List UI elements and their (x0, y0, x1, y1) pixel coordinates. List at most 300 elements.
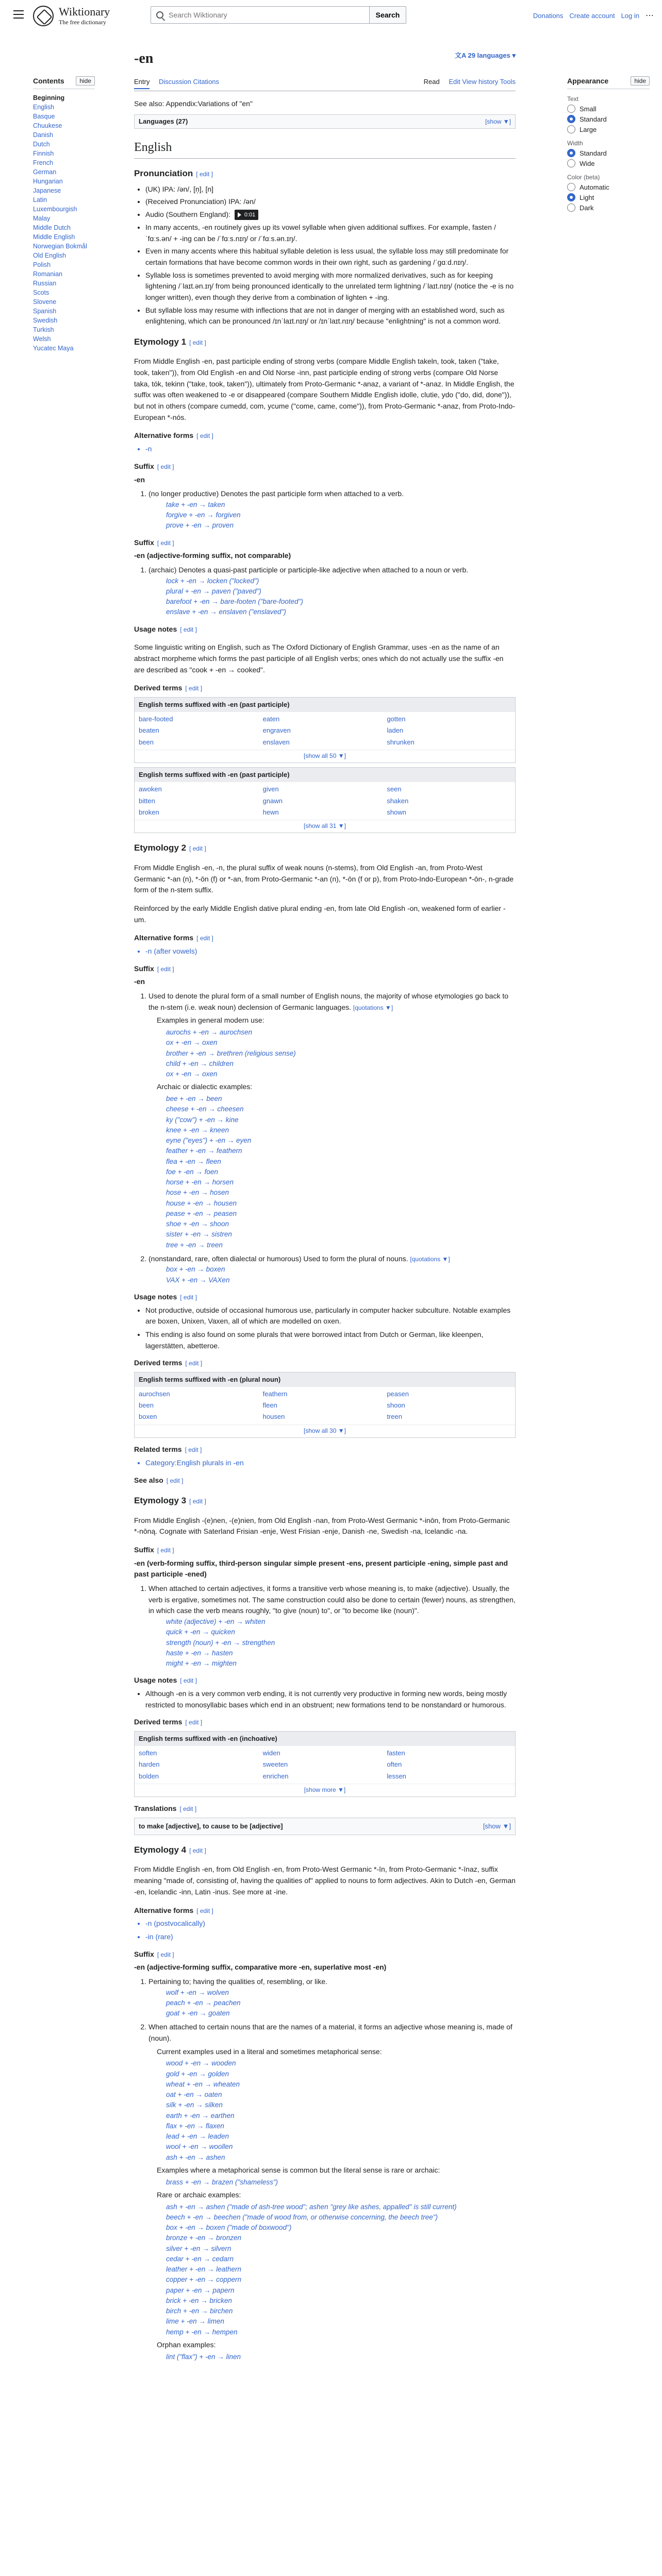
derived-term[interactable]: peasen (387, 1390, 409, 1398)
translations-show[interactable]: [show ▼] (483, 1822, 511, 1830)
header (0, 0, 662, 31)
toc-item[interactable]: Yucatec Maya (33, 345, 74, 352)
example-item: flax + -en → flaxen (166, 2122, 224, 2130)
text-size-option-label: Standard (580, 115, 607, 123)
color-option[interactable] (567, 193, 650, 201)
text-size-option-label: Large (580, 125, 597, 133)
edit-link[interactable]: [ edit ] (185, 1446, 202, 1454)
example-list (166, 1617, 516, 1669)
example-item: bronze + -en → bronzen (166, 2234, 241, 2242)
derived-term[interactable]: shaken (387, 796, 409, 805)
edit-link[interactable]: [ edit ] (157, 463, 174, 470)
example-item: tree + -en → treen (166, 1241, 223, 1249)
radio-icon[interactable] (567, 125, 575, 133)
color-option-label: Automatic (580, 183, 609, 191)
toc-item[interactable]: Latin (33, 196, 47, 204)
alt-form[interactable]: • -n (postvocalically) (145, 1918, 516, 1929)
edit-link[interactable]: [ edit ] (185, 1360, 203, 1367)
derived-term[interactable]: boxen (139, 1413, 157, 1421)
example-item: earth + -en → earthen (166, 2111, 235, 2120)
example-item: pease + -en → peasen (166, 1209, 237, 1217)
tab-edit[interactable]: Edit (449, 78, 460, 86)
edit-link[interactable]: [ edit ] (185, 1719, 203, 1726)
example-item: eyne ("eyes") + -en → eyen (166, 1137, 252, 1144)
edit-link[interactable]: [ edit ] (166, 1477, 184, 1484)
color-option-label: Light (580, 193, 594, 201)
site-name: Wiktionary (59, 5, 110, 18)
toc-item[interactable]: Swedish (33, 317, 58, 324)
show-all-button[interactable]: [show all 31 ▼] (135, 820, 515, 833)
etymology-3-text: From Middle English -(e)nen, -(e)nien, from Old English -nan, from Proto-West Germanic *-inōn, from Proto-Germanic *-nōną. Cognate with Saterland Frisian -enje, West Frisian -enje, Danish -ne, Swedish -na, Icelandic -na. (134, 1516, 510, 1536)
example-list (166, 2177, 516, 2188)
site-tagline: The free dictionary (59, 19, 106, 26)
search-input[interactable] (168, 10, 402, 20)
derived-term[interactable]: shown (387, 808, 406, 816)
derived-term[interactable]: lessen (387, 1772, 406, 1780)
edit-link[interactable]: [ edit ] (157, 965, 174, 973)
suffix-headword: -en (134, 475, 145, 484)
example-item: wheat + -en → wheaten (166, 2080, 240, 2088)
show-all-button[interactable]: [show all 30 ▼] (135, 1425, 515, 1438)
see-also-heading: See also [ edit ] (134, 1476, 184, 1484)
tab-tools[interactable]: Tools (500, 78, 516, 86)
toc-item[interactable]: Basque (33, 113, 55, 120)
derived-term[interactable]: enslaven (262, 738, 290, 746)
toc-item[interactable]: Danish (33, 131, 53, 139)
audio-item: • Audio (Southern England): 0:01 (145, 209, 516, 221)
search-icon (156, 11, 163, 19)
table-of-contents (33, 76, 95, 353)
example-item: brother + -en → brethren (religious sense) (166, 1049, 296, 1057)
example-item: lead + -en → leaden (166, 2132, 229, 2141)
sense: 1. (archaic) Denotes a quasi-past participle or participle-like adjective when attached to a noun or verb. lock + -en → locken ("locked") plural + -en → paven ("paved") barefoot + -en → bare-footen ("bare-footed") enslave + -en → enslaven ("enslaved") (148, 565, 516, 618)
derived-heading: Derived terms [ edit ] (134, 1718, 203, 1726)
example-item: ky ("cow") + -en → kine (166, 1115, 239, 1124)
derived-heading: Derived terms [ edit ] (134, 1359, 203, 1367)
example-item: lint ("flax") + -en → linen (166, 2352, 241, 2361)
tab-entry[interactable]: Entry (134, 78, 150, 89)
example-item: leather + -en → leathern (166, 2265, 241, 2274)
main-menu-icon[interactable] (13, 10, 24, 19)
appearance-panel (567, 76, 650, 214)
example-item: knee + -en → kneen (166, 1126, 229, 1134)
toc-item[interactable]: Middle Dutch (33, 224, 71, 231)
toc-item[interactable]: Romanian (33, 270, 62, 278)
example-item: forgive + -en → forgiven (166, 511, 241, 519)
usage-item: • Although -en is a very common verb ending, it is not currently very productive in forming new words, being mostly restricted to monosyllabic bases which end in an obstruent; new formations tend to be nonstandard or humorous. (145, 1688, 516, 1710)
etymology-1-text: From Middle English -en, past participle ending of strong verbs (compare Middle English takeln, took, taken ("take, took, taken")), from Old English -en and Old Norse -inn, past participle ending of strong verbs (compare Old Norse taka, tók, tekinn ("take, took, taken")), ultimately from Proto-Germanic *-anaz, a variant of *-anaz. In Middle English, the suffix was often weakened to -e or disappeared (compare Southern Middle English idolle, clutie, ydo ("do, did, done")), but not in others (compare cumedd, com, ycume ("come, came, come")), from Proto-Germanic *-anaz, from Proto-Indo-European *-nós. (134, 357, 515, 421)
example-list (166, 2352, 516, 2362)
toc-item[interactable]: Welsh (33, 335, 51, 343)
appearance-hide-button[interactable]: hide (631, 76, 650, 86)
etymology-2-heading: Etymology 2 [ edit ] (134, 843, 206, 853)
english-heading: English (134, 138, 516, 159)
example-item: foe + -en → foen (166, 1167, 218, 1176)
color-option-label: Dark (580, 204, 594, 212)
related-item[interactable]: • Category:English plurals in -en (145, 1458, 516, 1469)
derived-term[interactable]: harden (139, 1760, 160, 1769)
toc-item[interactable]: Turkish (33, 326, 54, 333)
derived-term[interactable]: eaten (262, 715, 280, 723)
example-item: strength (noun) + -en → strengthen (166, 1638, 275, 1647)
example-item: cedar + -en → cedarn (166, 2255, 234, 2263)
derived-heading: Derived terms [ edit ] (134, 684, 203, 692)
example-list (166, 2202, 516, 2337)
example-item: ash + -en → ashen ("made of ash-tree wood"; ashen "grey like ashes, appalled" is still current) (166, 2202, 457, 2211)
width-option-label: Standard (580, 149, 607, 157)
toc-item[interactable]: Slovene (33, 298, 57, 306)
example-list (166, 2058, 516, 2163)
languages-button[interactable]: 文A 29 languages ▾ (454, 52, 516, 59)
derived-terms-box: English terms suffixed with -en (past participle) awoken given seen bitten gnawn shaken broken hewn shown [show all 31 ▼] (134, 767, 516, 833)
example-item: birch + -en → birchen (166, 2307, 233, 2315)
pron-item: • (UK) IPA: /ən/, [n̩], [n] (145, 184, 516, 195)
suffix-heading: Suffix [ edit ] (134, 538, 174, 547)
sense: 2. (nonstandard, rare, often dialectal or humorous) Used to form the plural of nouns. [quotations ▼] box + -en → boxen VAX + -en → VAXen (148, 1253, 516, 1285)
etymology-2-text: From Middle English -en, -n, the plural suffix of weak nouns (n-stems), from Old English -an, from Proto-West Germanic *-an (n), *-ōn (f) or *-an, from Proto-Germanic *-an (n), *-ōn (f or p), from Proto-Indo-European *-ōn-, n-grade form of the n-stem suffix. (134, 863, 514, 894)
example-item: brass + -en → brazen ("shameless") (166, 2178, 278, 2186)
audio-player[interactable]: 0:01 (235, 210, 258, 220)
related-heading: Related terms [ edit ] (134, 1445, 202, 1454)
width-option[interactable] (567, 149, 650, 157)
edit-link[interactable]: [ edit ] (157, 1547, 174, 1554)
example-item: lime + -en → limen (166, 2317, 224, 2326)
example-item: bee + -en → been (166, 1095, 222, 1103)
example-intro: Rare or archaic examples: (157, 2190, 241, 2199)
suffix-headword: -en (adjective-forming suffix, not comparable) (134, 551, 291, 560)
edit-link[interactable]: [ edit ] (189, 1847, 206, 1855)
color-option[interactable] (567, 183, 650, 191)
senses (134, 1976, 516, 2362)
example-item: gold + -en → golden (166, 2070, 229, 2078)
sense: 1. Used to denote the plural form of a small number of English nouns, the majority of whose etymologies go back to the n-stem (i.e. weak noun) declension of Germanic languages. [quotations ▼] Examples in general modern use: aurochs + -en → aurochsen ox + -en → oxen brother + -en → brethren (religious sense) child + -en → children ox + -en → oxen Archaic or dialectic examples: bee + -en → been cheese + -en → cheesen ky ("cow") + -en → kine knee + -en → kneen eyne ("eyes") + -en → eyen feather + -en → feathern flea + -en → fleen foe + -en → foen horse + -en → horsen hose + -en → hosen house + -en → housen pease + -en → peasen shoe + -en → shoon sister + -en → sistren tree + -en → treen (148, 991, 516, 1250)
edit-link[interactable]: [ edit ] (196, 171, 213, 178)
derived-term[interactable]: treen (387, 1413, 402, 1421)
derived-term[interactable]: enrichen (262, 1772, 289, 1780)
example-list (166, 1264, 516, 1285)
quotations-toggle[interactable]: [quotations ▼] (410, 1255, 450, 1263)
alt-form[interactable]: • -n (145, 444, 516, 455)
example-item: peach + -en → peachen (166, 1998, 241, 2007)
example-item: house + -en → housen (166, 1199, 237, 1207)
donations-link[interactable]: Donations (533, 11, 564, 20)
example-item: might + -en → mighten (166, 1659, 237, 1668)
sense: 1. (no longer productive) Denotes the past participle form when attached to a verb. take + -en → taken forgive + -en → forgiven prove + -en → proven (148, 488, 516, 531)
color-label: Color (beta) (567, 174, 600, 181)
search-button[interactable]: Search (369, 6, 406, 24)
search-box (151, 6, 402, 24)
suffix-headword: -en (134, 977, 145, 986)
toc-item[interactable]: Japanese (33, 187, 61, 194)
pronunciation-list (134, 184, 516, 327)
derived-term[interactable]: often (387, 1760, 402, 1769)
radio-icon[interactable] (567, 204, 575, 212)
toc-item[interactable]: English (33, 104, 54, 111)
toc-item[interactable]: Spanish (33, 308, 57, 315)
edit-link[interactable]: [ edit ] (180, 625, 197, 633)
play-icon[interactable] (238, 212, 241, 217)
example-item: brick + -en → bricken (166, 2296, 232, 2304)
edit-link[interactable]: [ edit ] (189, 1498, 206, 1505)
show-more-button[interactable]: [show more ▼] (135, 1784, 515, 1797)
page-title: -en (134, 50, 154, 66)
text-size-option-label: Small (580, 105, 597, 113)
radio-icon[interactable] (567, 105, 575, 113)
pron-item: • Syllable loss is sometimes prevented to avoid merging with more normalized derivatives, such as for keeping lightening /ˈlaɪt.ən.ɪŋ/ from being pronounced identically to the unrelated term lightning /ˈlaɪt.nɪŋ/ (notice the -e is no longer written), even though they derive from a combination of lighten + -ing. (145, 270, 516, 303)
suffix-heading: Suffix [ edit ] (134, 462, 174, 470)
user-links (533, 10, 654, 21)
derived-terms-box: English terms suffixed with -en (past participle) bare-footed eaten gotten beaten engraven laden been enslaven shrunken [show all 50 ▼] (134, 697, 516, 763)
suffix-headword: -en (adjective-forming suffix, comparative more -en, superlative most -en) (134, 1963, 387, 1972)
example-item: paper + -en → papern (166, 2286, 235, 2294)
color-option[interactable] (567, 204, 650, 212)
sense: 2. When attached to certain nouns that are the names of a material, it forms an adjective whose meaning is, made of (noun). Current examples used in a literal and sometimes metaphorical sense: wood + -en → wooden gold + -en → golden wheat + -en → wheaten oat + -en → oaten silk + -en → silken earth + -en → earthen flax + -en → flaxen lead + -en → leaden wool + -en → woollen ash + -en → ashen Examples where a metaphorical sense is common but the literal sense is rare or archaic: brass + -en → brazen ("shameless") Rare or archaic examples: ash + -en → ashen ("made of ash-tree wood"; ashen "grey like ashes, appalled" is still current) beech + -en → beechen ("made of wood from, or otherwise concerning, the beech tree") box + -en → boxen ("made of boxwood") bronze + -en → bronzen silver + -en → silvern cedar + -en → cedarn leather + -en → leathern copper + -en → coppern paper + -en → papern brick + -en → bricken birch + -en → birchen lime + -en → limen hemp + -en → hempen Orphan examples: lint ("flax") + -en → linen (148, 2022, 516, 2362)
usage-heading: Usage notes [ edit ] (134, 624, 197, 633)
edit-link[interactable]: [ edit ] (196, 432, 213, 440)
radio-icon[interactable] (567, 149, 575, 157)
appearance-title: Appearance (567, 77, 609, 85)
tab-read[interactable]: Read (423, 78, 440, 86)
suffix-heading: Suffix [ edit ] (134, 964, 174, 973)
derived-term[interactable]: been (139, 1401, 154, 1410)
derived-term[interactable]: widen (262, 1749, 280, 1757)
derived-term[interactable]: seen (387, 785, 402, 793)
languages-box-title: Languages (27) (139, 117, 188, 126)
show-all-button[interactable]: [show all 50 ▼] (135, 750, 515, 763)
example-item: copper + -en → coppern (166, 2276, 241, 2284)
example-item: hose + -en → hosen (166, 1189, 229, 1197)
example-item: white (adjective) + -en → whiten (166, 1618, 266, 1626)
alt-form[interactable]: • -in (rare) (145, 1931, 516, 1943)
edit-link[interactable]: [ edit ] (185, 685, 203, 692)
tab-citations[interactable]: Citations (193, 78, 220, 86)
example-item: feather + -en → feathern (166, 1147, 242, 1155)
width-option-label: Wide (580, 159, 595, 167)
derived-term[interactable]: given (262, 785, 279, 793)
derived-terms-box: English terms suffixed with -en (inchoative) soften widen fasten harden sweeten often bolden enrichen lessen [show more ▼] (134, 1731, 516, 1797)
radio-icon[interactable] (567, 183, 575, 191)
edit-link[interactable]: [ edit ] (189, 845, 206, 853)
derived-term[interactable]: fasten (387, 1749, 405, 1757)
suffix-headword: -en (verb-forming suffix, third-person singular simple present -ens, present participle -ening, simple past and past participle -ened) (134, 1558, 508, 1579)
example-item: wood + -en → wooden (166, 2059, 236, 2067)
toc-item[interactable]: Polish (33, 261, 51, 268)
text-size-label: Text (567, 95, 579, 103)
usage-text: Some linguistic writing on English, such as The Oxford Dictionary of English Grammar, uses -en as the name of an abstract morpheme which forms the past participle of all English verbs; ones which do not actually use the suffix -en are described as "cook + -en → cooked". (134, 643, 504, 674)
pron-item: • In many accents, -en routinely gives up its vowel syllable when given additional suffixes. For example, fasten /ˈfɑːs.ən/ + -ing can be /ˈfɑːs.nɪŋ/ or /ˈfɑːs.ən.ɪŋ/. (145, 222, 516, 244)
example-intro: Archaic or dialectic examples: (157, 1082, 253, 1091)
main-content (134, 47, 516, 2365)
tab-discussion[interactable]: Discussion (158, 78, 191, 86)
radio-icon[interactable] (567, 193, 575, 201)
example-item: horse + -en → horsen (166, 1178, 234, 1186)
derived-term[interactable]: fleen (262, 1401, 277, 1410)
example-item: aurochs + -en → aurochsen (166, 1028, 252, 1037)
wiktionary-logo-icon (33, 6, 54, 26)
derived-term[interactable]: feathern (262, 1390, 288, 1398)
edit-link[interactable]: [ edit ] (180, 1293, 197, 1301)
toc-item[interactable]: Norwegian Bokmål (33, 243, 87, 250)
etymology-1-heading: Etymology 1 [ edit ] (134, 337, 206, 347)
usage-heading: Usage notes [ edit ] (134, 1676, 197, 1685)
toc-list (33, 93, 95, 353)
example-item: enslave + -en → enslaven ("enslaved") (166, 608, 286, 616)
toc-item[interactable]: Middle English (33, 233, 75, 241)
example-item: wolf + -en → wolven (166, 1988, 229, 1996)
example-intro: Examples in general modern use: (157, 1016, 264, 1025)
toc-item[interactable]: Scots (33, 289, 49, 296)
derived-term[interactable]: shrunken (387, 738, 415, 746)
edit-link[interactable]: [ edit ] (189, 339, 206, 346)
text-size-option[interactable] (567, 115, 650, 123)
edit-link[interactable]: [ edit ] (196, 935, 213, 942)
toc-item[interactable]: Russian (33, 280, 57, 287)
derived-term[interactable]: housen (262, 1413, 285, 1421)
languages-box-show[interactable]: [show ▼] (485, 117, 511, 125)
derived-term[interactable]: shoon (387, 1401, 405, 1410)
example-item: beech + -en → beechen ("made of wood from, or otherwise concerning, the beech tree") (166, 2213, 438, 2221)
edit-link[interactable]: [ edit ] (157, 1951, 174, 1958)
toc-item[interactable]: Malay (33, 215, 51, 222)
text-size-option[interactable] (567, 125, 650, 133)
example-item: prove + -en → proven (166, 521, 234, 530)
text-size-option[interactable] (567, 105, 650, 113)
languages-box (134, 114, 516, 129)
edit-link[interactable]: [ edit ] (180, 1677, 197, 1685)
pron-item: • Even in many accents where this habitual syllable deletion is less usual, the syllable loss may still predominate for certain formations that have become common words in their own right, such as gardening /ˈɡɑːd.nɪŋ/. (145, 246, 516, 268)
example-item: box + -en → boxen ("made of boxwood") (166, 2224, 292, 2232)
usage-item: • Not productive, outside of occasional humorous use, particularly in computer hacker subculture. Notable examples are boxen, Unixen, Vaxen, all of which are modelled on oxen. (145, 1305, 516, 1327)
example-item: hemp + -en → hempen (166, 2328, 238, 2336)
example-item: child + -en → children (166, 1059, 234, 1067)
edit-link[interactable]: [ edit ] (179, 1805, 197, 1813)
derived-term[interactable]: aurochsen (139, 1390, 170, 1398)
example-item: ox + -en → oxen (166, 1039, 218, 1047)
derived-term[interactable]: awoken (139, 785, 162, 793)
radio-icon[interactable] (567, 159, 575, 167)
create-account-link[interactable]: Create account (569, 11, 615, 20)
alt-forms-heading: Alternative forms [ edit ] (134, 934, 213, 942)
example-item: take + -en → taken (166, 500, 225, 509)
derived-terms-box: English terms suffixed with -en (plural noun) aurochsen feathern peasen been fleen shoon boxen housen treen [show all 30 ▼] (134, 1372, 516, 1438)
etymology-4-heading: Etymology 4 [ edit ] (134, 1845, 206, 1855)
example-item: shoe + -en → shoon (166, 1220, 229, 1228)
sense: 1. Pertaining to; having the qualities of, resembling, or like. wolf + -en → wolven peach + -en → peachen goat + -en → goaten (148, 1976, 516, 2019)
example-item: goat + -en → goaten (166, 2009, 230, 2018)
derived-term[interactable]: broken (139, 808, 159, 816)
toc-item[interactable]: Beginning (33, 94, 65, 101)
toc-item[interactable]: French (33, 159, 53, 166)
alt-forms-heading: Alternative forms [ edit ] (134, 431, 213, 440)
example-intro: Orphan examples: (157, 2340, 216, 2349)
derived-term[interactable]: engraven (262, 726, 291, 735)
tab-history[interactable]: View history (462, 78, 499, 86)
toc-item[interactable]: Hungarian (33, 178, 63, 185)
translations-box: to make [adjective], to cause to be [adjective] [show ▼] (134, 1818, 516, 1835)
suffix-heading: Suffix [ edit ] (134, 1546, 174, 1554)
example-list (166, 1094, 516, 1250)
alt-form[interactable]: • -n (after vowels) (145, 946, 516, 957)
derived-term[interactable]: hewn (262, 808, 279, 816)
toc-title: Contents (33, 77, 64, 85)
width-label: Width (567, 140, 583, 147)
example-list (166, 500, 516, 531)
example-intro: Current examples used in a literal and sometimes metaphorical sense: (157, 2047, 382, 2056)
example-item: silk + -en → silken (166, 2101, 223, 2109)
example-item: plural + -en → paven ("paved") (166, 587, 261, 595)
radio-icon[interactable] (567, 115, 575, 123)
derived-term[interactable]: sweeten (262, 1760, 288, 1769)
example-item: oat + -en → oaten (166, 2091, 222, 2099)
derived-term[interactable]: beaten (139, 726, 159, 735)
senses (134, 488, 516, 531)
edit-link[interactable]: [ edit ] (196, 1907, 213, 1914)
quotations-toggle[interactable]: [quotations ▼] (353, 1004, 393, 1011)
toc-item[interactable]: Finnish (33, 150, 54, 157)
derived-term[interactable]: bolden (139, 1772, 159, 1780)
example-intro: Examples where a metaphorical sense is common but the literal sense is rare or archaic: (157, 2165, 440, 2174)
example-item: ox + -en → oxen (166, 1070, 218, 1078)
see-also-note: See also: Appendix:Variations of "en" (134, 99, 253, 108)
etymology-3-heading: Etymology 3 [ edit ] (134, 1496, 206, 1506)
toc-item[interactable]: Dutch (33, 141, 50, 148)
alt-forms-heading: Alternative forms [ edit ] (134, 1906, 213, 1914)
example-item: flea + -en → fleen (166, 1157, 221, 1165)
derived-term[interactable]: been (139, 738, 154, 746)
translations-heading: Translations [ edit ] (134, 1804, 197, 1813)
site-logo[interactable] (33, 5, 110, 26)
usage-heading: Usage notes [ edit ] (134, 1292, 197, 1301)
senses (134, 565, 516, 618)
edit-link[interactable]: [ edit ] (157, 539, 174, 547)
derived-term[interactable]: gnawn (262, 796, 283, 805)
toc-item[interactable]: Luxembourgish (33, 206, 77, 213)
example-list (166, 1027, 516, 1079)
pronunciation-heading: Pronunciation [ edit ] (134, 168, 213, 179)
pron-item: • But syllable loss may resume with inflections that are not in danger of merging with an established word, such as enlightening, which can be pronounced /ɪnˈlaɪt.nɪŋ/ or /ɪnˈlaɪt.nɪŋ/ because "enlightning" is not a common word. (145, 305, 516, 327)
etymology-4-text: From Middle English -en, from Old English -en, from Proto-West Germanic *-īn, from Proto-Germanic *-īnaz, suffix meaning "made of, consisting of, having the qualities of" applied to nouns to form adjectives. Akin to Dutch -en, German -en, Icelandic -inn, Latin -inus. See more at -ine. (134, 1865, 516, 1896)
width-option[interactable] (567, 159, 650, 167)
toc-item[interactable]: Chuukese (33, 122, 62, 129)
example-item: wool + -en → woollen (166, 2143, 233, 2151)
pron-item: • (Received Pronunciation) IPA: /ən/ (145, 196, 516, 208)
example-list (166, 1988, 516, 2019)
derived-term[interactable]: bitten (139, 796, 155, 805)
example-item: VAX + -en → VAXen (166, 1276, 230, 1284)
senses (134, 991, 516, 1285)
sense: 1. When attached to certain adjectives, it forms a transitive verb whose meaning is, to make (adjective). Usually, the verb is ergative, sometimes not. The same construction could also be done to certain (fewer) nouns, as strengthen, in which case the verb means roughly, "to give (noun) to", or "to become like (noun)". white (adjective) + -en → whiten quick + -en → quicken strength (noun) + -en → strengthen haste + -en → hasten might + -en → mighten (148, 1583, 516, 1669)
toc-hide-button[interactable]: hide (76, 76, 95, 86)
page-tabs (134, 77, 516, 91)
derived-term[interactable]: soften (139, 1749, 157, 1757)
log-in-link[interactable]: Log in (621, 11, 639, 20)
derived-term[interactable]: bare-footed (139, 715, 173, 723)
usage-item: • This ending is also found on some plurals that were borrowed intact from Dutch or German, like kleenpen, lagerstätten, abetteroe. (145, 1329, 516, 1351)
more-options-icon[interactable]: ⋯ (646, 11, 654, 20)
example-list (166, 576, 516, 618)
toc-item[interactable]: Old English (33, 252, 66, 259)
example-item: barefoot + -en → bare-footen ("bare-footed") (166, 598, 303, 606)
derived-term[interactable]: gotten (387, 715, 406, 723)
suffix-heading: Suffix [ edit ] (134, 1950, 174, 1958)
toc-item[interactable]: German (33, 168, 57, 176)
derived-term[interactable]: laden (387, 726, 404, 735)
etymology-2-text2: Reinforced by the early Middle English dative plural ending -en, from late Old English -on, weakened form of earlier -um. (134, 904, 506, 924)
example-item: cheese + -en → cheesen (166, 1105, 244, 1113)
senses (134, 1583, 516, 1669)
example-item: quick + -en → quicken (166, 1628, 235, 1636)
example-item: box + -en → boxen (166, 1265, 225, 1274)
